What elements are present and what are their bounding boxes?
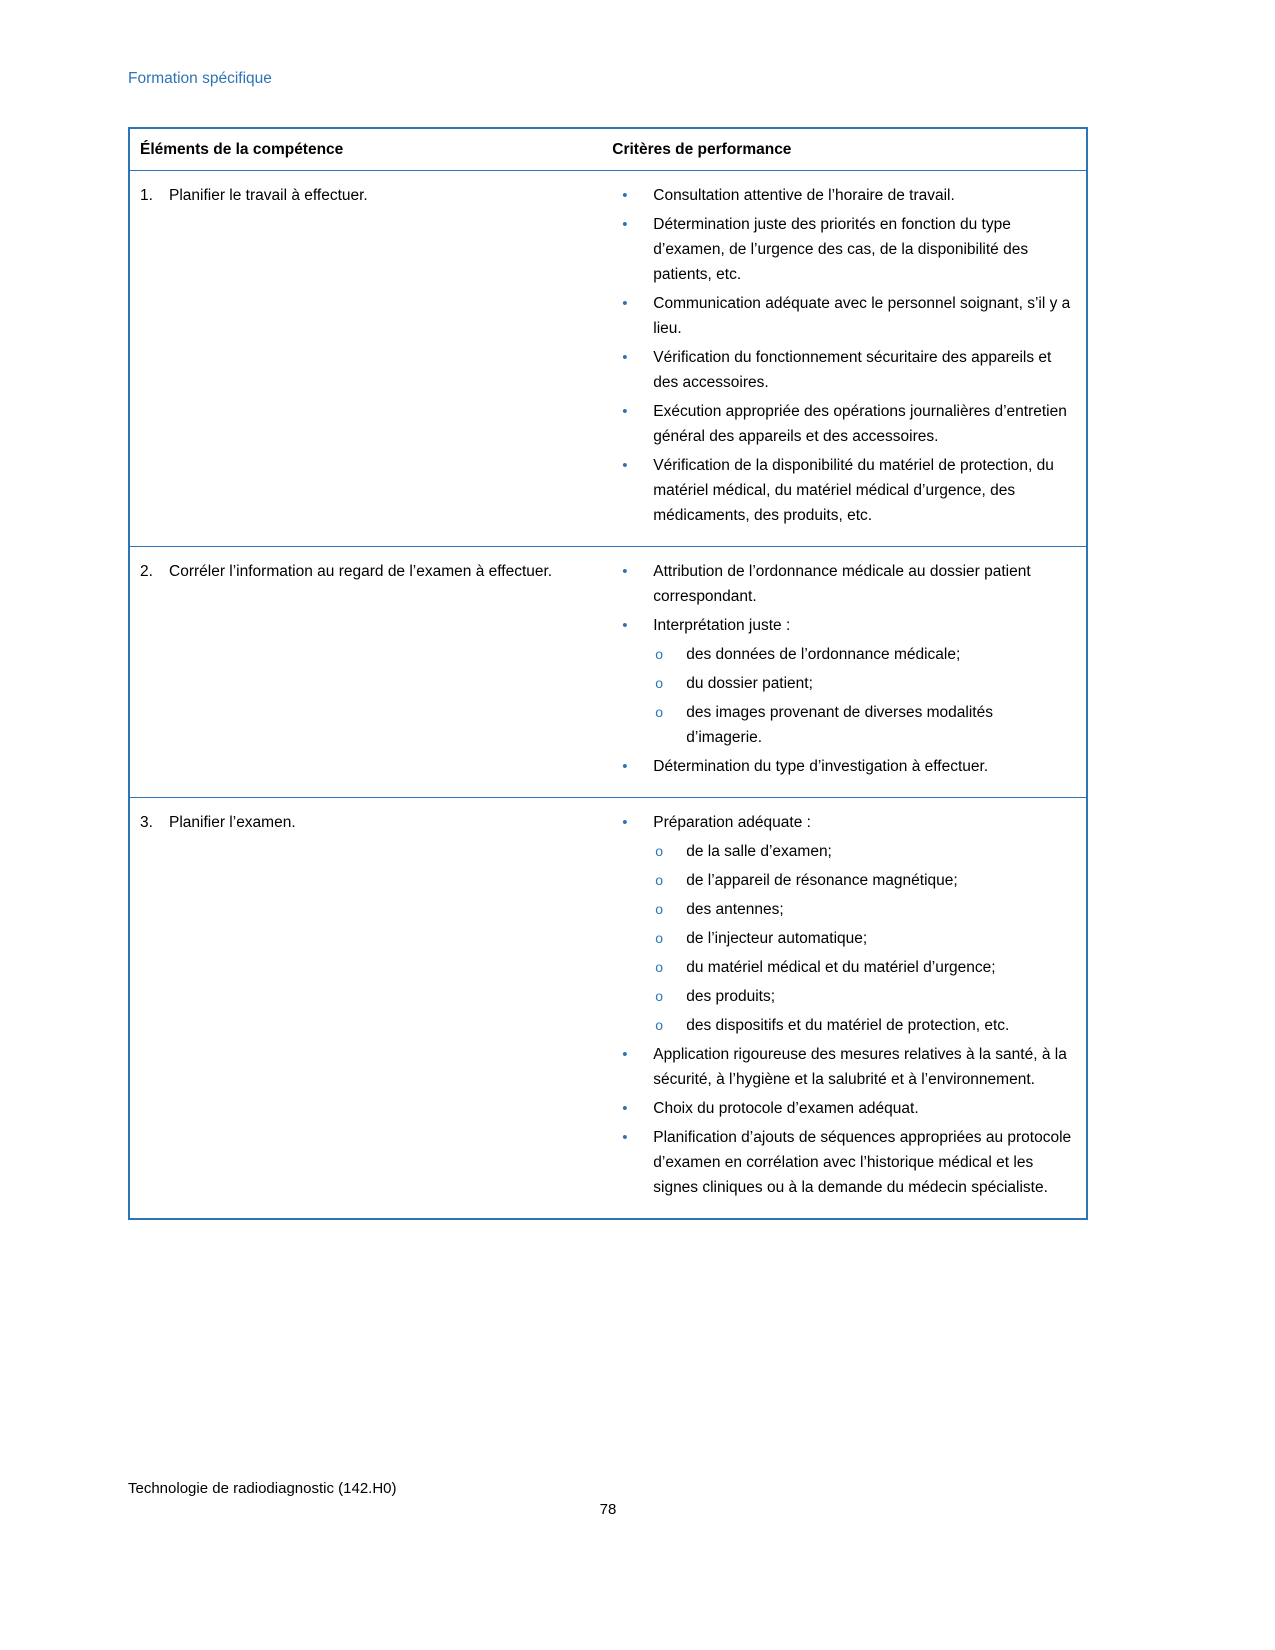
sub-bullet-icon: o — [655, 959, 664, 975]
footer-document-title: Technologie de radiodiagnostic (142.H0) — [128, 1480, 397, 1497]
criterion-text: Vérification de la disponibilité du matériel de protection, du matériel médical, du matériel médical d’urgence, des médicaments, des produits, etc. — [653, 457, 1054, 524]
element-number: 2. — [140, 563, 153, 580]
sub-criterion-item — [655, 897, 1072, 922]
sub-criterion-text: des données de l’ordonnance médicale; — [686, 646, 961, 663]
bullet-icon: • — [622, 295, 628, 312]
bullet-icon: • — [622, 216, 628, 233]
element-cell — [129, 798, 602, 1220]
element-line — [140, 810, 590, 835]
sub-criterion-text: de la salle d’examen; — [686, 843, 832, 860]
criterion-item — [622, 1096, 1072, 1121]
bullet-icon: • — [622, 758, 628, 775]
criterion-text: Choix du protocole d’examen adéquat. — [653, 1100, 919, 1117]
sub-bullet-icon: o — [655, 1017, 664, 1033]
bullet-icon: • — [622, 457, 628, 474]
criterion-text: Consultation attentive de l’horaire de travail. — [653, 187, 955, 204]
table-header-row — [129, 128, 1087, 171]
bullet-icon: • — [622, 1046, 628, 1063]
criterion-item — [622, 212, 1072, 287]
element-text: Corréler l’information au regard de l’examen à effectuer. — [169, 563, 553, 580]
criteria-cell — [602, 547, 1087, 798]
page-footer — [128, 1480, 1088, 1518]
criterion-text: Préparation adéquate : — [653, 814, 811, 831]
sub-criterion-item — [655, 700, 1072, 750]
sub-criterion-text: du matériel médical et du matériel d’urgence; — [686, 959, 996, 976]
criterion-text: Vérification du fonctionnement sécuritaire des appareils et des accessoires. — [653, 349, 1052, 391]
criterion-item — [622, 399, 1072, 449]
sub-bullet-icon: o — [655, 704, 664, 720]
sub-criterion-text: de l’injecteur automatique; — [686, 930, 868, 947]
criterion-text: Exécution appropriée des opérations journalières d’entretien général des appareils et des accessoires. — [653, 403, 1067, 445]
bullet-icon: • — [622, 187, 628, 204]
sub-criterion-item — [655, 868, 1072, 893]
criterion-item — [622, 345, 1072, 395]
element-cell — [129, 547, 602, 798]
sub-criterion-text: de l’appareil de résonance magnétique; — [686, 872, 958, 889]
sub-criterion-item — [655, 1013, 1072, 1038]
criterion-item — [622, 1042, 1072, 1092]
sub-criterion-item — [655, 955, 1072, 980]
sub-criterion-item — [655, 984, 1072, 1009]
element-text: Planifier l’examen. — [169, 814, 296, 831]
sub-bullet-icon: o — [655, 843, 664, 859]
sub-bullet-icon: o — [655, 872, 664, 888]
sub-bullet-icon: o — [655, 901, 664, 917]
col-header-elements: Éléments de la compétence — [129, 128, 602, 171]
bullet-icon: • — [622, 1100, 628, 1117]
sub-criterion-item — [655, 671, 1072, 696]
table-body — [129, 171, 1087, 1220]
criterion-item — [622, 183, 1072, 208]
element-line — [140, 559, 590, 584]
bullet-icon: • — [622, 349, 628, 366]
page-number: 78 — [599, 1501, 617, 1518]
criterion-text: Application rigoureuse des mesures relatives à la santé, à la sécurité, à l’hygiène et la salubrité et à l’environnement. — [653, 1046, 1067, 1088]
criterion-item — [622, 613, 1072, 638]
sub-criterion-text: des produits; — [686, 988, 775, 1005]
criterion-item — [622, 810, 1072, 835]
sub-criterion-text: du dossier patient; — [686, 675, 813, 692]
col-header-criteres: Critères de performance — [602, 128, 1087, 171]
element-line — [140, 183, 590, 208]
sub-criterion-text: des images provenant de diverses modalités d’imagerie. — [686, 704, 993, 746]
table-row — [129, 798, 1087, 1220]
criterion-item — [622, 559, 1072, 609]
sub-bullet-icon: o — [655, 988, 664, 1004]
element-number: 3. — [140, 814, 153, 831]
criterion-text: Planification d’ajouts de séquences appropriées au protocole d’examen en corrélation avec l’historique médical et les signes cliniques ou à la demande du médecin spécialiste. — [653, 1129, 1072, 1196]
criterion-text: Détermination du type d’investigation à effectuer. — [653, 758, 989, 775]
criterion-item — [622, 754, 1072, 779]
criterion-item — [622, 453, 1072, 528]
criterion-text: Interprétation juste : — [653, 617, 791, 634]
criteria-cell — [602, 798, 1087, 1220]
bullet-icon: • — [622, 563, 628, 580]
element-text: Planifier le travail à effectuer. — [169, 187, 368, 204]
bullet-icon: • — [622, 814, 628, 831]
criterion-text: Attribution de l’ordonnance médicale au dossier patient correspondant. — [653, 563, 1031, 605]
sub-criterion-text: des dispositifs et du matériel de protection, etc. — [686, 1017, 1010, 1034]
sub-criterion-text: des antennes; — [686, 901, 784, 918]
criteria-cell — [602, 171, 1087, 547]
sub-bullet-icon: o — [655, 675, 664, 691]
sub-bullet-icon: o — [655, 646, 664, 662]
section-header: Formation spécifique — [128, 70, 272, 87]
sub-criterion-item — [655, 839, 1072, 864]
sub-bullet-icon: o — [655, 930, 664, 946]
table-row — [129, 171, 1087, 547]
bullet-icon: • — [622, 617, 628, 634]
bullet-icon: • — [622, 403, 628, 420]
element-cell — [129, 171, 602, 547]
competence-table — [128, 127, 1088, 1220]
sub-criterion-item — [655, 926, 1072, 951]
criterion-item — [622, 1125, 1072, 1200]
table-row — [129, 547, 1087, 798]
criterion-text: Communication adéquate avec le personnel soignant, s’il y a lieu. — [653, 295, 1071, 337]
criterion-item — [622, 291, 1072, 341]
element-number: 1. — [140, 187, 153, 204]
bullet-icon: • — [622, 1129, 628, 1146]
sub-criterion-item — [655, 642, 1072, 667]
criterion-text: Détermination juste des priorités en fonction du type d’examen, de l’urgence des cas, de la disponibilité des patients, etc. — [653, 216, 1029, 283]
